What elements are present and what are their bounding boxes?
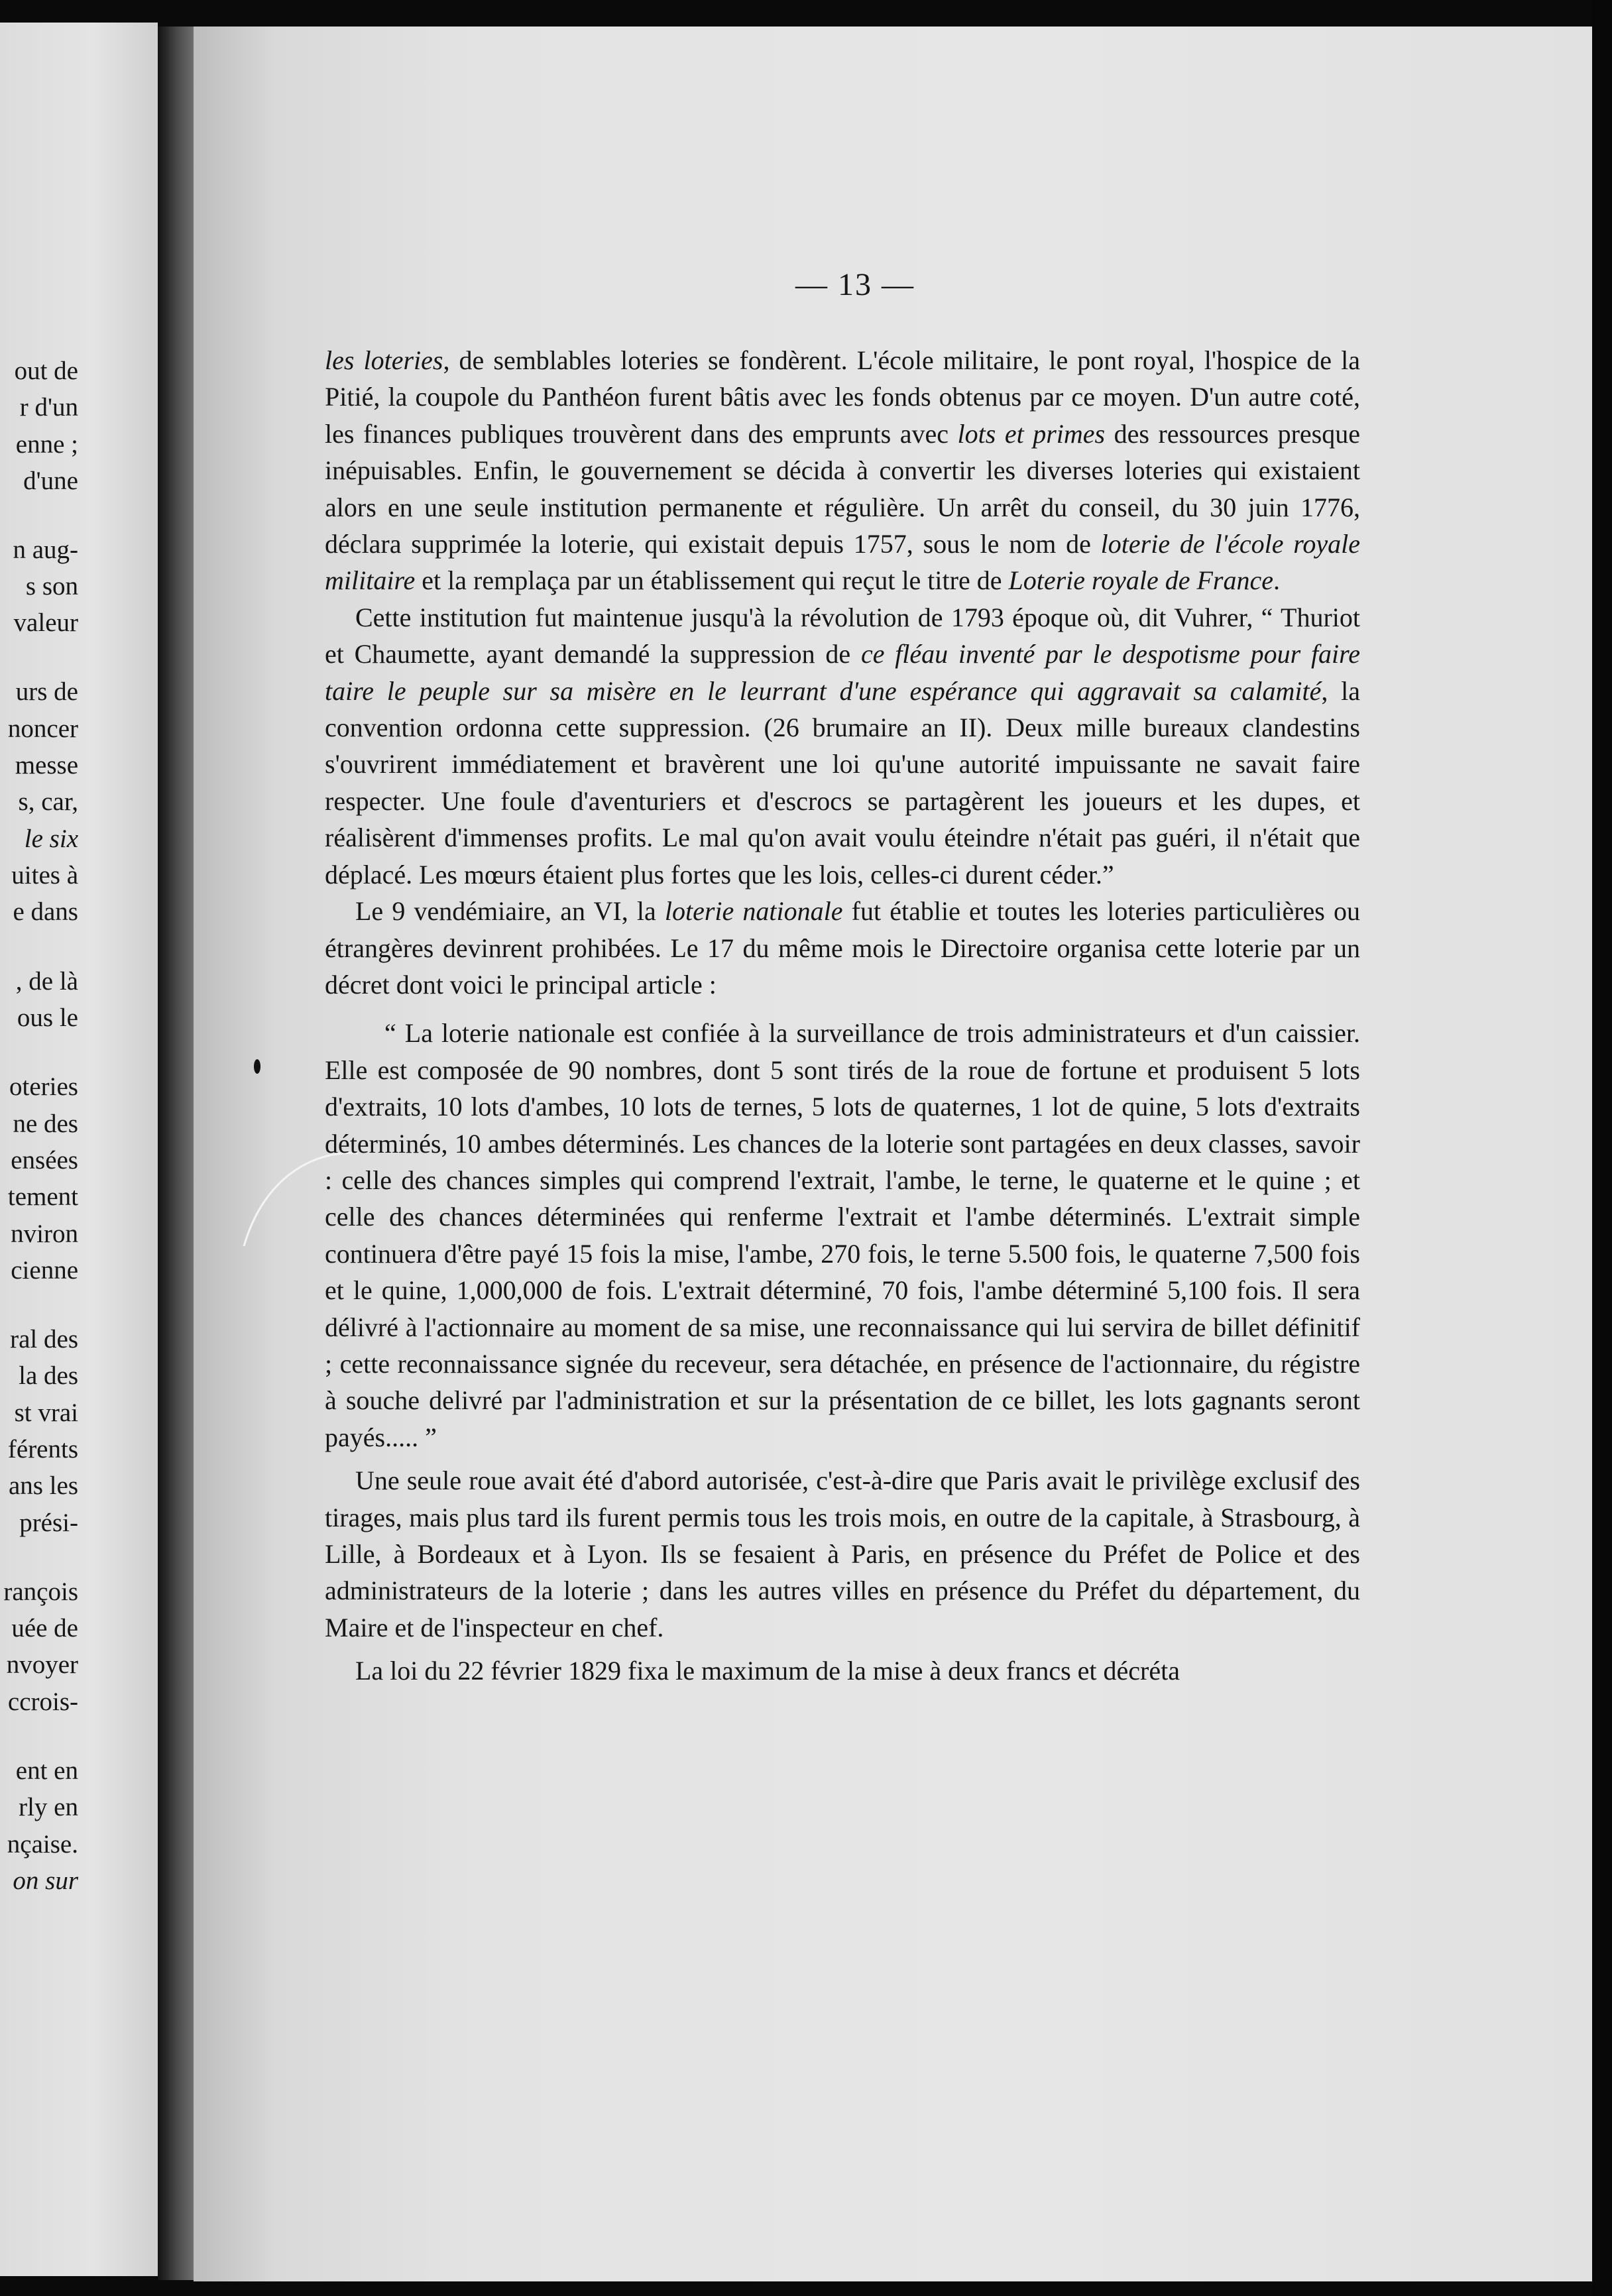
text-run: des ressources presque inépuisables. Enfin, le gouvernement se décida à convertir les diverses loteries qui existaient alors en une seule institution permanente et régulière. Un arrêt du conseil, du 30 juin 1776, déclara supprimée la loterie, qui existait depuis 1757, sous le nom de: [325, 418, 1360, 559]
left-fragment: st vrai: [14, 1399, 78, 1427]
left-fragment: on sur: [13, 1866, 78, 1895]
left-fragment: tement: [7, 1182, 78, 1211]
text-run: .: [1273, 565, 1280, 596]
text-run: , de semblables loteries se fondèrent. L'école militaire, le pont royal, l'hospice de la Pitié, la coupole du Panthéon furent bâtis avec les fonds obtenus par ce moyen. D'un autre coté, les finances publiques trouvèrent dans des emprunts avec: [325, 345, 1360, 449]
ink-mark: [254, 1059, 260, 1074]
page-body: [325, 342, 1360, 1690]
left-fragment: valeur: [13, 608, 78, 637]
left-fragment: nvoyer: [6, 1650, 78, 1679]
page-number: — 13 —: [795, 267, 915, 302]
left-fragment: ous le: [17, 1004, 78, 1032]
left-fragment: rançois: [3, 1578, 78, 1606]
scan-right-edge: [1592, 0, 1612, 2296]
left-fragment: n aug-: [13, 536, 78, 564]
italic-text: les loteries: [325, 345, 443, 375]
left-fragment: ent en: [15, 1756, 78, 1785]
left-fragment: férents: [7, 1435, 78, 1464]
left-fragment: uites à: [11, 861, 78, 890]
left-fragment: la des: [19, 1361, 78, 1390]
left-fragment: ccrois-: [7, 1688, 78, 1716]
left-fragment: d'une: [23, 467, 78, 495]
left-fragment: cienne: [11, 1256, 78, 1285]
paragraph: [325, 599, 1360, 893]
left-fragment: prési-: [19, 1509, 78, 1537]
paragraph: [325, 893, 1360, 1003]
left-fragment: oteries: [9, 1072, 78, 1101]
text-run: et la remplaça par un établissement qui reçut le titre de: [415, 565, 1009, 596]
italic-text: loterie de l'école royale militaire: [325, 529, 1360, 596]
left-fragment: le six: [24, 825, 78, 853]
left-fragment: ral des: [10, 1325, 78, 1353]
text-run: Cette institution fut maintenue jusqu'à la révolution de 1793 époque où, dit Vuhrer, “ Thuriot et Chaumette, ayant demandé la suppression de: [325, 602, 1360, 669]
left-fragment: ensées: [11, 1146, 78, 1175]
left-fragment: ne des: [13, 1110, 78, 1138]
text-run: fut établie et toutes les loteries particulières ou étrangères devinrent prohibées. Le 17 du même mois le Directoire organisa cette loterie par un décret dont voici le principal article :: [325, 896, 1360, 1000]
left-fragment: nçaise.: [7, 1830, 78, 1859]
text-run: Le 9 vendémiaire, an VI, la: [355, 896, 665, 927]
left-fragment: messe: [15, 751, 78, 779]
italic-text: loterie nationale: [664, 896, 843, 927]
left-fragment: r d'un: [19, 393, 78, 422]
left-fragment: uée de: [11, 1614, 78, 1642]
paragraph: Une seule roue avait été d'abord autorisée, c'est-à-dire que Paris avait le privilège exclusif des tirages, mais plus tard ils furent permis tous les trois mois, en outre de la capitale, à Strasbourg, à Lille, à Bordeaux et à Lyon. Ils se fesaient à Paris, en présence du Préfet de Police et des administrateurs de la loterie ; dans les autres villes en présence du Préfet du département, du Maire et de l'inspecteur en chef.: [325, 1465, 1360, 1642]
left-fragment: e dans: [13, 897, 78, 926]
text-run: , la convention ordonna cette suppression. (26 brumaire an II). Deux mille bureaux clandestins s'ouvrirent immédiatement et bravèrent une loi qu'une autorité impuissante ne savait faire respecter. Une foule d'aventuriers et d'escrocs se partagèrent les joueurs et les dupes, et réalisèrent d'immenses profits. Le mal qu'on avait voulu éteindre n'était pas guéri, il n'était que déplacé. Les mœurs étaient plus fortes que les lois, celles-ci durent céder.”: [325, 675, 1360, 890]
italic-text: Loterie royale de France: [1008, 565, 1273, 596]
left-fragment: noncer: [7, 715, 78, 743]
left-fragment: rly en: [19, 1793, 78, 1821]
paragraph: [325, 342, 1360, 599]
left-fragment: s, car,: [18, 787, 78, 816]
left-fragment: out de: [14, 357, 78, 385]
left-fragment: , de là: [15, 967, 78, 996]
italic-text: ce fléau inventé par le despotisme pour faire taire le peuple sur sa misère en le leurrant d'une espérance qui aggravait sa calamité: [325, 639, 1361, 706]
previous-page-fragment: [0, 23, 158, 2276]
paragraph: La loi du 22 février 1829 fixa le maximum de la mise à deux francs et décréta: [355, 1656, 1180, 1686]
left-fragment: enne ;: [15, 430, 78, 459]
left-fragment: urs de: [15, 677, 78, 706]
left-fragment: s son: [25, 572, 78, 601]
left-fragment: ans les: [8, 1471, 78, 1500]
left-fragment: nviron: [11, 1220, 78, 1248]
italic-text: lots et primes: [957, 418, 1106, 449]
decree-quotation: “ La loterie nationale est confiée à la surveillance de trois administrateurs et d'un caissier. Elle est composée de 90 nombres, dont 5 sont tirés de la roue de fortune et produisent 5 lots d'extraits, 10 lots d'ambes, 10 lots de ternes, 5 lots de quaternes, 1 lot de quine, 5 lots d'extraits déterminés, 10 ambes déterminés. Les chances de la loterie sont partagées en deux classes, savoir : celle des chances simples qui comprend l'extrait, l'ambe, le terne, le quaterne et le quine ; et celle des chances déterminées qui renferme l'extrait et l'ambe déterminés. L'extrait simple continuera d'être payé 15 fois la mise, l'ambe, 270 fois, le terne 5.500 fois, le quaterne 7,500 fois et le quine, 1,000,000 de fois. L'extrait déterminé, 70 fois, l'ambe déterminé 5,100 fois. Il sera délivré à l'actionnaire au moment de sa mise, une reconnaissance qui lui servira de billet définitif ; cette reconnaissance signée du receveur, sera détachée, en présence de l'actionnaire, du régistre à souche delivré par l'administration et sur la présentation de ce billet, les lots gagnants seront payés..... ”: [325, 1018, 1360, 1452]
